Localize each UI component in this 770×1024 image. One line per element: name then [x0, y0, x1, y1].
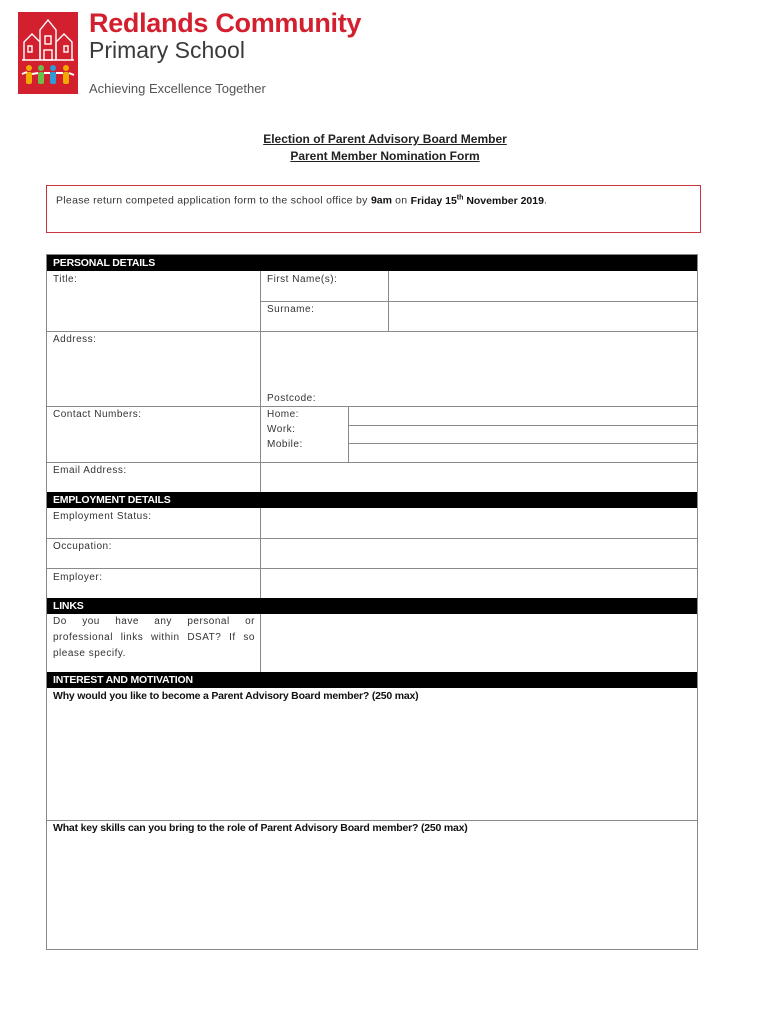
- grid-line: [47, 538, 697, 539]
- section-header-employment: EMPLOYMENT DETAILS: [47, 492, 697, 508]
- home-phone-field[interactable]: [349, 406, 697, 425]
- grid-line: [47, 406, 697, 407]
- home-phone-label: Home:: [267, 409, 299, 420]
- motivation-answer-field[interactable]: [47, 688, 697, 820]
- work-phone-label: Work:: [267, 424, 296, 435]
- grid-line: [47, 462, 697, 463]
- school-name-subtitle: Primary School: [89, 37, 245, 63]
- motivation-question: Why would you like to become a Parent Advisory Board member? (250 max): [53, 690, 419, 702]
- mobile-phone-label: Mobile:: [267, 439, 303, 450]
- address-field[interactable]: [261, 331, 697, 406]
- surname-field[interactable]: [389, 301, 697, 331]
- employment-status-field[interactable]: [261, 508, 697, 538]
- school-tagline: Achieving Excellence Together: [89, 81, 266, 96]
- nomination-form: [46, 254, 698, 950]
- deadline-date: Friday 15th November 2019: [410, 194, 544, 207]
- school-name: Redlands Community: [89, 8, 362, 38]
- links-field[interactable]: [261, 614, 697, 672]
- children-icon: [22, 65, 74, 84]
- grid-line: [47, 820, 697, 821]
- key-skills-question: What key skills can you bring to the role of Parent Advisory Board member? (250 max): [53, 822, 468, 834]
- grid-line: [260, 271, 261, 492]
- section-header-personal: PERSONAL DETAILS: [47, 255, 697, 271]
- return-notice-text: Please return competed application form to the school office by 9am on Friday 15th November 2019.: [56, 194, 548, 207]
- email-field[interactable]: [261, 462, 697, 492]
- employment-status-label: Employment Status:: [53, 511, 152, 522]
- grid-line: [260, 508, 261, 598]
- grid-line: [388, 271, 389, 331]
- section-header-interest: INTEREST AND MOTIVATION: [47, 672, 697, 688]
- postcode-label: Postcode:: [267, 393, 316, 404]
- school-logo: [18, 12, 78, 94]
- return-notice-box: [46, 185, 701, 233]
- mobile-phone-field[interactable]: [349, 443, 697, 462]
- first-name-label: First Name(s):: [267, 274, 338, 285]
- grid-line: [47, 568, 697, 569]
- title-field[interactable]: [47, 271, 260, 330]
- section-header-links: LINKS: [47, 598, 697, 614]
- key-skills-answer-field[interactable]: [47, 820, 697, 949]
- surname-label: Surname:: [267, 304, 315, 315]
- links-question: Do you have any personal or professional links within DSAT? If so please specify.: [53, 616, 255, 659]
- contact-numbers-label: Contact Numbers:: [53, 409, 142, 420]
- grid-line: [47, 331, 697, 332]
- school-building-icon: [18, 12, 78, 94]
- grid-line: [349, 443, 697, 444]
- employer-label: Employer:: [53, 572, 103, 583]
- work-phone-field[interactable]: [349, 425, 697, 443]
- email-label: Email Address:: [53, 465, 127, 476]
- grid-line: [349, 425, 697, 426]
- grid-line: [348, 406, 349, 462]
- occupation-field[interactable]: [261, 538, 697, 568]
- employer-field[interactable]: [261, 568, 697, 598]
- address-label: Address:: [53, 334, 97, 345]
- form-subtitle: Parent Member Nomination Form: [290, 149, 480, 163]
- grid-line: [260, 614, 261, 672]
- deadline-time: 9am: [370, 194, 392, 207]
- occupation-label: Occupation:: [53, 541, 112, 552]
- grid-line: [261, 301, 697, 302]
- form-title: Election of Parent Advisory Board Member: [263, 132, 507, 146]
- title-label: Title:: [53, 274, 78, 285]
- first-name-field[interactable]: [389, 271, 697, 301]
